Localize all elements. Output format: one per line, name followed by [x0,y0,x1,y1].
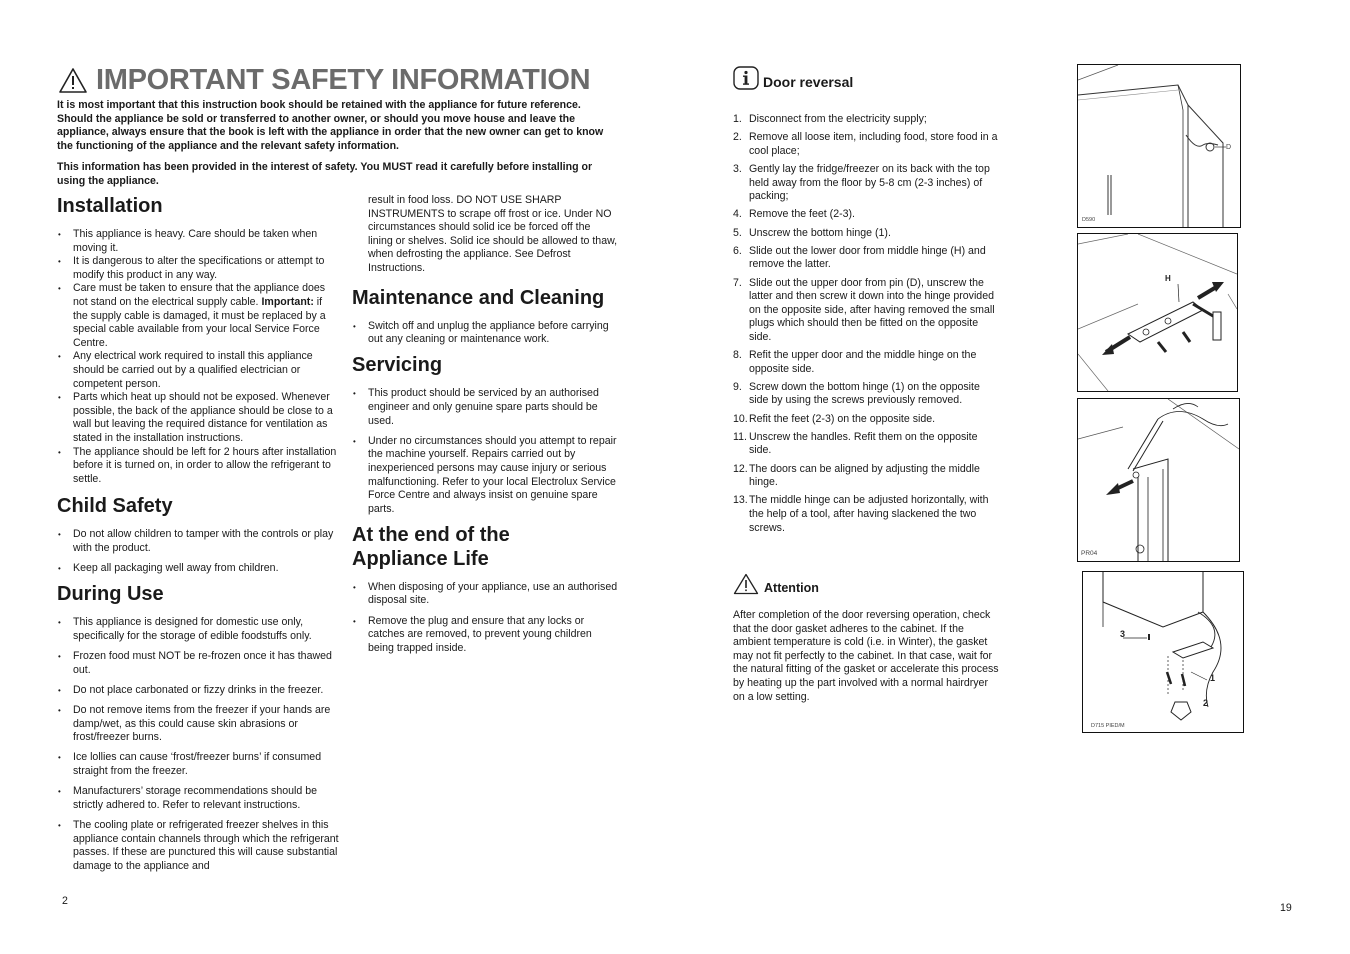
step-item [733,381,1001,408]
figure-bottom-hinge [1082,571,1244,733]
during-use-continuation: result in food loss. DO NOT USE SHARP INSTRUMENTS to scrape off frost or ice. Under NO circumstances should solid ice be forced off the lining or shelves. Solid ice should be allowed to thaw, when defrosting the appliance. See Defrost Instructions. [368,194,618,274]
installation-list [57,228,339,486]
step-number: 6. [733,244,742,257]
step-item [733,431,1001,458]
step-text: The middle hinge can be adjusted horizontally, with the help of a tool, after having slackened the two screws. [749,494,989,534]
step-number: 1. [733,113,742,125]
list-item: • This appliance is heavy. Care should be taken when moving it. [57,228,339,255]
step-text: Slide out the lower door from middle hinge (H) and remove the latter. [749,244,986,271]
step-number: 7. [733,276,742,289]
step-text: Refit the feet (2-3) on the opposite side. [749,412,936,425]
step-number: 3. [733,162,742,175]
step-number: 12. [733,462,748,475]
list-item: • It is dangerous to alter the specifications or attempt to modify this product in any way. [57,255,339,282]
step-text: Refit the upper door and the middle hinge on the opposite side. [749,349,977,375]
step-item [733,463,1001,490]
step-text: The doors can be aligned by adjusting the middle hinge. [749,462,980,489]
list-item: • Manufacturers’ storage recommendations should be strictly adhered to. Refer to relevant instructions. [57,785,339,812]
bottom-hinge-illustration [1083,572,1243,732]
attention-text: After completion of the door reversing operation, check that the door gasket adheres to the cabinet. If the ambient temperature is cold (i.e. in Winter), the gasket may not fit perfectly to the cabinet. In that case, wait for the natural fitting of the gasket or accelerate this process by heating up the part involved with a normal hairdryer on a low setting. [733,609,999,703]
servicing-heading: Servicing [352,354,443,377]
figure-middle-hinge [1077,233,1238,392]
step-text: Slide out the upper door from pin (D), unscrew the latter and then screw it down into the hinge provided on the opposite side, after having removed the small plugs which should then be fitted on the opposite side. [749,276,995,343]
list-item: • This appliance is designed for domestic use only, specifically for the storage of edible foodstuffs only. [57,616,339,643]
list-item: • The cooling plate or refrigerated freezer shelves in this appliance contain channels through which the refrigerant passes. If these are punctured this will cause substantial damage to the appliance and [57,819,339,873]
warning-triangle-icon [58,67,88,94]
list-item: • Do not place carbonated or fizzy drinks in the freezer. [57,684,339,698]
list-item: • Switch off and unplug the appliance before carrying out any cleaning or maintenance work. [352,320,618,347]
warning-triangle-icon [733,573,759,595]
step-item [733,208,1001,222]
end-of-life-heading-line2: Appliance Life [352,547,489,570]
child-safety-heading: Child Safety [57,495,173,518]
door-reversal-heading [733,66,853,90]
step-number: 11. [733,430,747,443]
step-item [733,494,1001,535]
list-item: • Remove the plug and ensure that any locks or catches are removed, to prevent young children being trapped inside. [352,615,618,656]
step-number: 5. [733,226,742,239]
step-number: 10. [733,412,748,425]
cable-warning-text: Care must be taken to ensure that the appliance does not stand on the electrical supply cable. [73,282,326,308]
intro-paragraph: It is most important that this instruction book should be retained with the appliance for future reference. Should the appliance be sold or transferred to another owner, or should you move house and leave the appliance, always ensure that the book is left with the appliance in order that the new owner can get to know the functioning of the appliance and the relevant safety information. [57,99,604,152]
list-item: • Do not remove items from the freezer if your hands are damp/wet, as this could cause skin abrasions or frost/freezer burns. [57,704,339,745]
middle-hinge-illustration [1078,234,1237,391]
left-column-1 [57,194,339,880]
figure-code: D590 [1082,217,1096,223]
step-item [733,131,1001,158]
list-item: • The appliance should be left for 2 hours after installation before it is turned on, in order to allow the refrigerant to settle. [57,446,339,487]
door-reversal-heading-text: Door reversal [763,74,854,90]
list-item: • Under no circumstances should you attempt to repair the machine yourself. Repairs carried out by inexperienced persons may cause injury or serious malfunctioning. Refer to your local Electrolux Service Force Centre and always insist on genuine spare parts. [352,435,618,517]
list-item: • When disposing of your appliance, use an authorised disposal site. [352,581,618,608]
during-use-list [57,616,339,873]
list-item: • Parts which heat up should not be exposed. Whenever possible, the back of the appliance should be close to a wall but leaving the required distance for ventilation as stated in the installation instructions. [57,391,339,445]
pin-label-d: D [1226,144,1232,151]
step-item [733,349,1001,376]
maintenance-heading: Maintenance and Cleaning [352,286,605,309]
foot-label-3: 3 [1120,629,1126,639]
step-text: Unscrew the handles. Refit them on the opposite side. [749,430,978,457]
door-removal-illustration [1078,399,1239,561]
end-of-life-heading [352,523,618,571]
step-item [733,245,1001,272]
step-number: 2. [733,131,742,144]
door-reversal-steps [733,113,1001,540]
end-of-life-list [352,581,618,656]
page-number-right: 19 [1280,902,1292,914]
step-text: Gently lay the fridge/freezer on its back with the top held away from the floor by 5-8 cm (2-3 inches) of packing; [749,162,990,203]
hinge-label-h: H [1165,274,1171,283]
end-of-life-heading-line1: At the end of the [352,523,510,546]
step-item [733,113,1001,127]
step-item [733,163,1001,204]
figure-upper-door-pin [1077,64,1241,228]
page-number-left: 2 [62,895,68,907]
step-item [733,413,1001,427]
servicing-list [352,387,618,516]
hinge-label-1: 1 [1210,673,1216,683]
figure-door-removal [1077,398,1240,562]
attention-heading [733,573,819,595]
list-item: • Do not allow children to tamper with the controls or play with the product. [57,528,339,555]
step-number: 8. [733,349,742,362]
figure-code: D715 PIED/M [1091,723,1125,729]
intro-safety-note: This information has been provided in the interest of safety. You MUST read it carefully before installing or using the appliance. [57,161,593,187]
page-title-text: IMPORTANT SAFETY INFORMATION [96,64,591,96]
list-item: • This product should be serviced by an authorised engineer and only genuine spare parts should be used. [352,387,618,428]
upper-door-illustration [1078,65,1240,227]
info-icon [733,66,759,90]
step-number: 9. [733,380,742,393]
page-title [58,64,590,97]
cable-warning-rest: if the supply cable is damaged, it must be replaced by a special cable available from your local Service Force Centre. [73,295,326,349]
list-item: • Frozen food must NOT be re-frozen once it has thawed out. [57,650,339,677]
list-item [57,282,339,350]
foot-label-2: 2 [1203,698,1209,708]
maintenance-list [352,320,618,347]
step-item [733,277,1001,345]
child-safety-list [57,528,339,575]
step-item [733,227,1001,241]
step-number: 4. [733,208,742,221]
list-item: • Ice lollies can cause ‘frost/freezer burns’ if consumed straight from the freezer. [57,751,339,778]
step-number: 13. [733,494,748,507]
step-text: Remove all loose item, including food, store food in a cool place; [749,131,998,157]
step-text: Screw down the bottom hinge (1) on the opposite side by using the screws previously removed. [749,380,980,407]
during-use-heading: During Use [57,583,164,606]
attention-heading-text: Attention [764,581,819,595]
step-text: Unscrew the bottom hinge (1). [749,226,891,239]
left-column-2 [352,194,618,662]
step-text: Remove the feet (2-3). [749,208,855,221]
important-label: Important: [261,295,314,308]
step-text: Disconnect from the electricity supply; [749,113,927,125]
list-item: • Any electrical work required to install this appliance should be carried out by a qualified electrician or competent person. [57,350,339,391]
installation-heading: Installation [57,195,163,217]
list-item: • Keep all packaging well away from children. [57,562,339,576]
figure-code: PR04 [1081,550,1098,557]
